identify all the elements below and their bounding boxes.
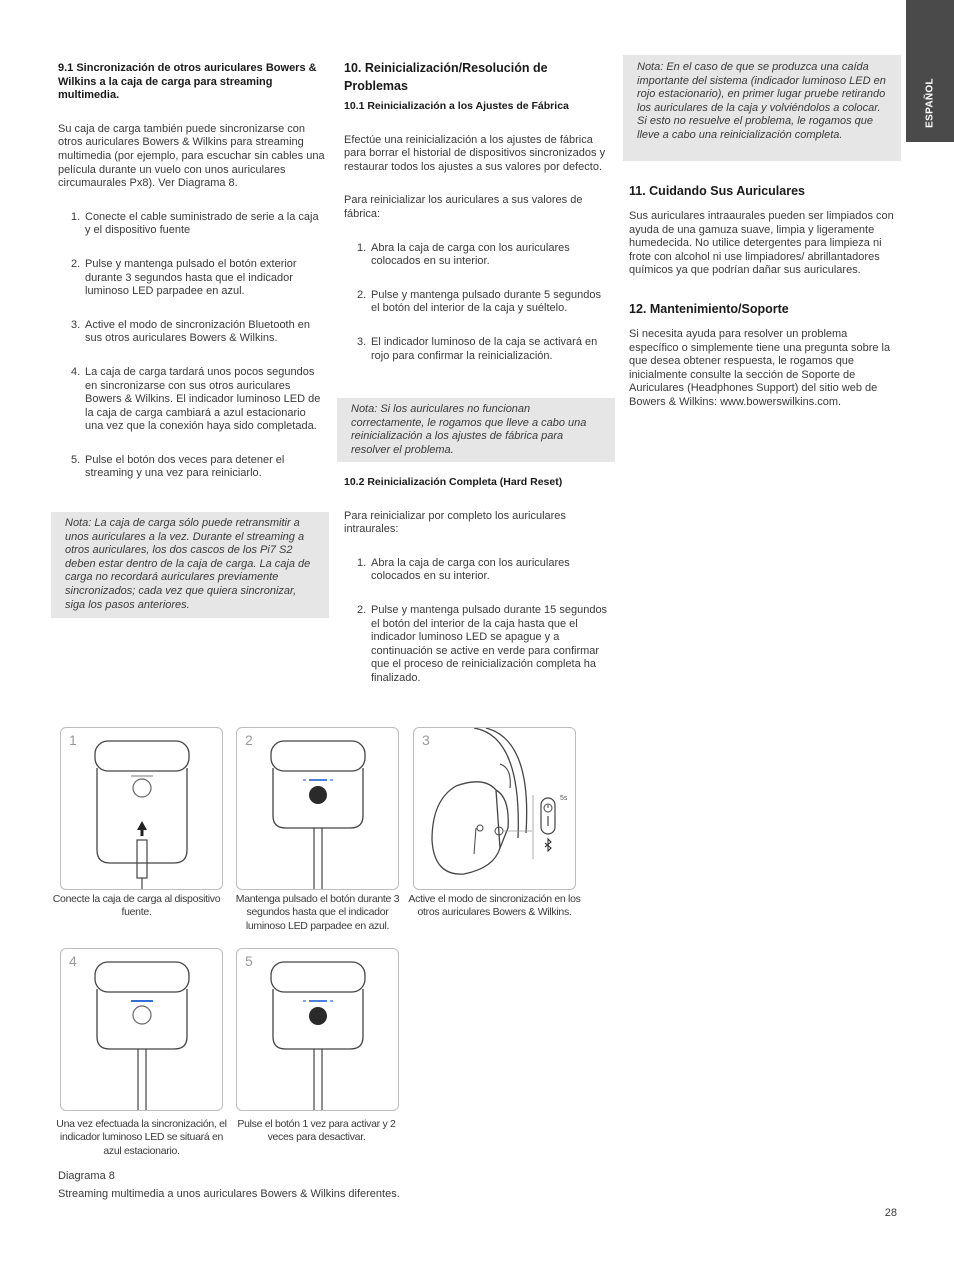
diagram-number: 4 [69,953,77,969]
section-10-2-steps [344,557,612,686]
diagram-number: 1 [69,732,77,748]
note-10-1-text: Nota: Si los auriculares no funcionan correctamente, le rogamos que lleve a cabo una reinicialización a los ajustes de fábrica para resolver el problema. [351,403,587,456]
diagram-number: 5 [245,953,253,969]
diagram-4 [60,948,223,1111]
diagram-3-caption: Active el modo de sincronización en los otros auriculares Bowers & Wilkins. [408,893,581,919]
diagram-5 [236,948,399,1111]
diagram-number: 2 [245,732,253,748]
diagram-number: 3 [422,732,430,748]
section-11-heading: 11. Cuidando Sus Auriculares [629,184,805,198]
section-10-1-p1: Efectúe una reinicialización a los ajustes de fábrica para borrar el historial de dispositivos sincronizados y restaurar todos los ajustes a sus valores por defecto. [344,133,606,173]
section-12-heading: 12. Mantenimiento/Soporte [629,301,789,316]
section-10-1-steps [344,242,612,364]
list-item: 2. Pulse y mantenga pulsado durante 5 segundos el botón del interior de la caja y suéltelo. [357,288,601,315]
list-item: 3. El indicador luminoso de la caja se activará en rojo para confirmar la reinicialización. [357,335,598,362]
list-item: 1. Abra la caja de carga con los auriculares colocados en su interior. [357,556,570,583]
list-item: 5. Pulse el botón dos veces para detener el streaming y una vez para reiniciarlo. [71,453,285,480]
diagram-3 [413,727,576,890]
column-1 [58,62,326,481]
note-10-1 [337,398,615,462]
figure-description: Streaming multimedia a unos auriculares Bowers & Wilkins diferentes. [58,1188,400,1200]
section-9-1-heading: 9.1 Sincronización de otros auriculares Bowers & Wilkins a la caja de carga para streaming multimedia. [58,62,317,102]
list-item: 2. Pulse y mantenga pulsado el botón exterior durante 3 segundos hasta que el indicador luminoso LED parpadee en azul. [71,257,297,298]
column-2 [344,59,612,363]
section-10-1-heading: 10.1 Reinicialización a los Ajustes de Fábrica [344,100,569,112]
charging-case-cable-illustration [61,728,223,890]
note-11-text: Nota: En el caso de que se produzca una caída importante del sistema (indicador luminoso LED en rojo estacionario), en primer lugar pruebe retirando los auriculares de la caja y volviéndolos a colocar. Si esto no resuelve el problema, le rogamos que lleve a cabo una reinicialización completa. [637,61,886,141]
diagram-1-caption: Conecte la caja de carga al dispositivo fuente. [52,893,221,919]
section-10-1-p2: Para reinicializar los auriculares a sus valores de fábrica: [344,194,583,220]
section-12-text: Si necesita ayuda para resolver un problema específico o simplemente tiene una pregunta sobre la que desea obtener respuesta, le rogamos que inicialmente consulte la sección de Soporte de Auriculares (Headphones Support) del sitio web de Bowers & Wilkins: www.bowerswilkins.com. [629,327,891,408]
section-10-heading: 10. Reinicialización/Resolución de Problemas [344,61,548,93]
figure-label: Diagrama 8 [58,1170,115,1182]
diagram-4-caption: Una vez efectuada la sincronización, el indicador luminoso LED se situará en azul estacionario. [56,1118,227,1157]
page-number: 28 [884,1207,897,1219]
hold-duration-label: 5s [560,795,568,802]
section-11-text: Sus auriculares intraaurales pueden ser limpiados con ayuda de una gamuza suave, limpia y ligeramente humedecida. No utilice detergentes para limpieza ni frote con alcohol ni use limpiadores/ abrillantadores químicos ya que podrían dañar sus auriculares. [629,210,894,277]
list-item: 3. Active el modo de sincronización Bluetooth en sus otros auriculares Bowers & Wilkins. [71,318,311,345]
diagram-5-caption: Pulse el botón 1 vez para activar y 2 veces para desactivar. [237,1118,396,1144]
section-10-2-heading: 10.2 Reinicialización Completa (Hard Reset) [344,476,563,488]
list-item: 2. Pulse y mantenga pulsado durante 15 segundos el botón del interior de la caja hasta que el indicador luminoso LED se apague y a continuación se active en verde para confirmar que el proceso de reinicialización completa ha finalizado. [357,603,608,684]
column-3 [629,182,897,410]
diagram-2 [236,727,399,890]
section-9-1-intro: Su caja de carga también puede sincronizarse con otros auriculares Bowers & Wilkins para streaming multimedia (por ejemplo, para escuchar sin cables una película durante un vuelo con unos auriculares circumaurales Px8). Ver Diagrama 8. [58,122,325,190]
note-11 [623,55,901,161]
language-tab [906,0,954,142]
section-10-2-p: Para reinicializar por completo los auriculares intraurales: [344,509,566,536]
list-item: 1. Conecte el cable suministrado de serie a la caja y el dispositivo fuente [71,210,319,237]
note-9-1-text: Nota: La caja de carga sólo puede retransmitir a unos auriculares a la vez. Durante el streaming a otros auriculares, los dos cascos de los Pi7 S2 deben estar dentro de la caja de carga. La caja de carga no recordará auriculares previamente sincronizados; cada vez que quiera sincronizar, siga los pasos anteriores. [65,517,311,611]
list-item: 4. La caja de carga tardará unos pocos segundos en sincronizarse con sus otros auriculares Bowers & Wilkins. El indicador luminoso LED de la caja de carga cambiará a azul estacionario una vez que la conexión haya sido completada. [71,365,321,433]
column-2-lower [344,476,612,686]
language-tab-label: ESPAÑOL [924,78,936,128]
charging-case-paired-illustration [61,949,223,1111]
diagram-1 [60,727,223,890]
charging-case-streaming-illustration [237,949,399,1111]
list-item: 1. Abra la caja de carga con los auriculares colocados en su interior. [357,241,570,268]
charging-case-button-illustration [237,728,399,890]
section-9-1-steps [58,211,326,481]
note-9-1 [51,512,329,618]
diagram-2-caption: Mantenga pulsado el botón durante 3 segundos hasta que el indicador luminoso LED parpadee en azul. [235,893,400,932]
headphones-pairing-illustration [414,728,576,890]
